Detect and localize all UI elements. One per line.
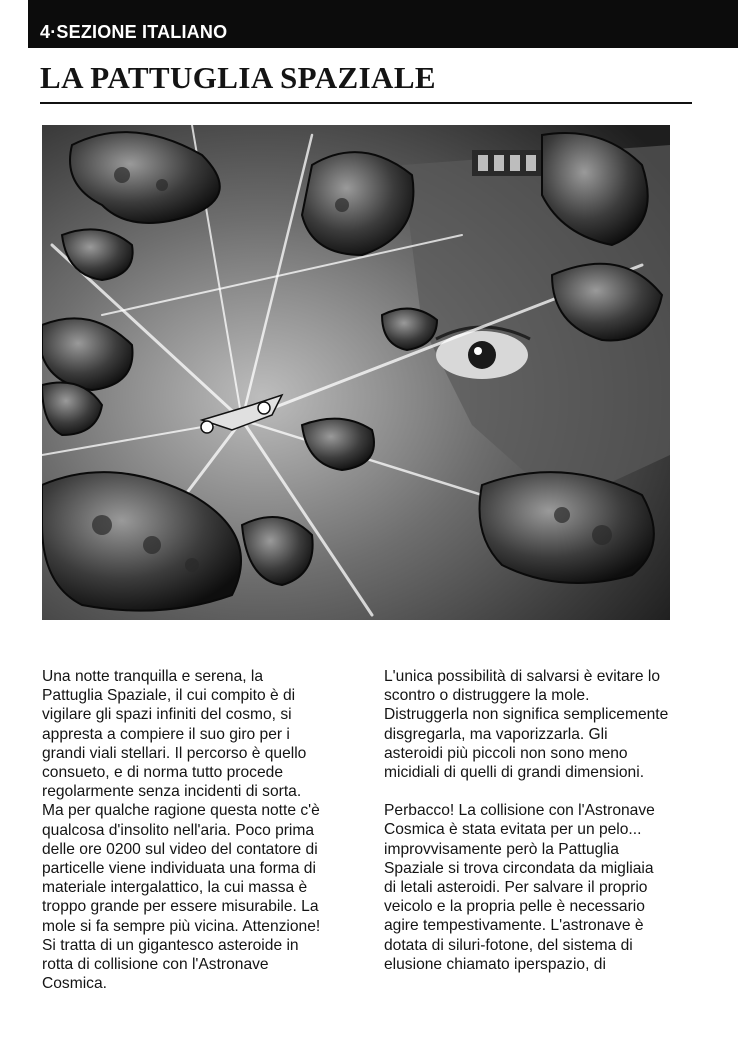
paragraph-right-1: L'unica possibilità di salvarsi è evitare lo scontro o distruggere la mole. Distruggerla non significa semplicemente disgregarla, ma vaporizzarla. Gli asteroidi più piccoli non sono meno micidiali di quelli di grandi dimensioni. [384,668,669,782]
illustration-svg [42,125,670,620]
paragraph-right-2: Perbacco! La collisione con l'Astronave Cosmica è stata evitata per un pelo... improvvisamente però la Pattuglia Spaziale si trova circondata da migliaia di letali asteroidi. Per salvare il proprio veicolo e la propria pelle è necessario agire tempestivamente. L'astronave è dotata di siluri-fotone, del sistema di elusione chiamato iperspazio, di [384,802,655,973]
section-label: 4·SEZIONE ITALIANO [40,22,228,42]
right-text-column [384,667,670,974]
page-title: LA PATTUGLIA SPAZIALE [40,60,436,95]
paragraph-left: Una notte tranquilla e serena, la Pattuglia Spaziale, il cui compito è di vigilare gli spazi infiniti del cosmo, si appresta a compiere il suo giro per i grandi viali stellari. Il percorso è quello consueto, e di norma tutto procede regolarmente senza incidenti di sorta. Ma per qualche ragione questa notte c'è qualcosa d'insolito nell'aria. Poco prima delle ore 0200 sul video del contatore di particelle viene individuata una forma di materiale intergalattico, la cui massa è troppo grande per essere misurabile. La mole si fa sempre più vicina. Attenzione! Si tratta di un gigantesco asteroide in rotta di collisione con l'Astronave Cosmica. [42,668,321,993]
title-rule [40,102,692,104]
space-battle-illustration [42,125,670,620]
left-text-column [42,667,322,993]
